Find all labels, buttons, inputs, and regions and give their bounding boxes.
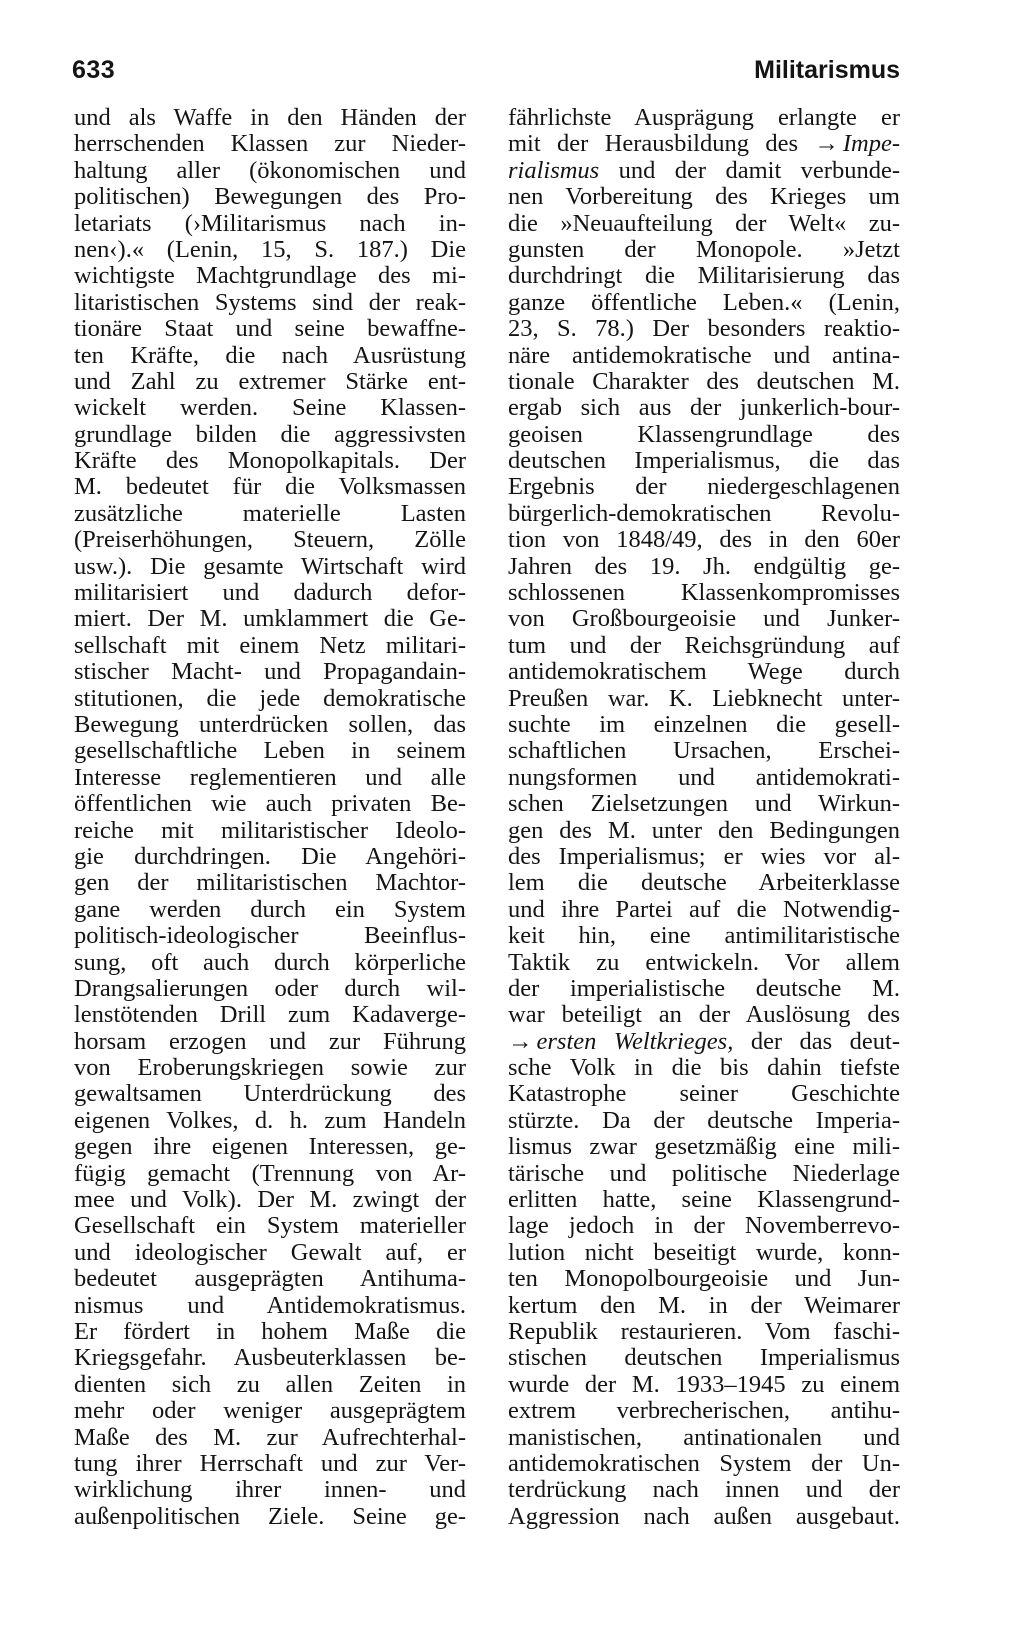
text-line: lenstötenden Drill zum Kadaverge- [74, 1001, 466, 1029]
text-line: Drangsalierungen oder durch wil- [74, 974, 466, 1002]
text-line: tionäre Staat und seine bewaffne- [74, 315, 466, 343]
text-line: lage jedoch in der Novemberrevo- [508, 1212, 900, 1240]
text-line: Preußen war. K. Liebknecht unter- [508, 684, 900, 712]
text-line: gunsten der Monopole. »Jetzt [508, 235, 900, 263]
text-line: tum und der Reichsgründung auf [508, 631, 900, 659]
text-line: extrem verbrecherischen, antihu- [508, 1397, 900, 1425]
text-line [508, 158, 900, 184]
text-line: tionale Charakter des deutschen M. [508, 367, 900, 395]
text-line: stürzte. Da der deutsche Imperia- [508, 1106, 900, 1134]
cross-reference-link[interactable]: Impe- [842, 130, 900, 158]
text-line: mehr oder weniger ausgeprägtem [74, 1397, 466, 1425]
text-line: ganze öffentliche Leben.« (Lenin, [508, 288, 900, 316]
text-line: Republik restaurieren. Vom faschi- [508, 1317, 900, 1345]
text-line: herrschenden Klassen zur Nieder- [74, 130, 466, 158]
text-line: näre antidemokratische und antina- [508, 341, 900, 369]
text-line: militarisiert und dadurch defor- [74, 579, 466, 607]
text-line: manistischen, antinationalen und [508, 1423, 900, 1451]
text-line: antidemokratischem Wege durch [508, 658, 900, 686]
text-line: und ihre Partei auf die Notwendig- [508, 895, 900, 923]
text-line: stitutionen, die jede demokratische [74, 684, 466, 712]
text-line: die »Neuaufteilung der Welt« zu- [508, 209, 900, 237]
text-line: ten Kräfte, die nach Ausrüstung [74, 341, 466, 369]
text-line: mee und Volk). Der M. zwingt der [74, 1186, 466, 1214]
text-line: durchdringt die Militarisierung das [508, 262, 900, 290]
right-column [508, 105, 900, 1530]
text-line: gen der militaristischen Machtor- [74, 869, 466, 897]
text-line: schen Zielsetzungen und Wirkun- [508, 790, 900, 818]
text-segment: der das deut- [750, 1027, 900, 1055]
text-line: zusätzliche materielle Lasten [74, 499, 466, 527]
text-line: öffentlichen wie auch privaten Be- [74, 790, 466, 818]
text-line: terdrückung nach innen und der [508, 1476, 900, 1504]
text-line: und Zahl zu extremer Stärke ent- [74, 367, 466, 395]
text-line: der imperialistische deutsche M. [508, 974, 900, 1002]
text-line: Er fördert in hohem Maße die [74, 1317, 466, 1345]
text-line: Interesse reglementieren und alle [74, 763, 466, 791]
text-line: von Großbourgeoisie und Junker- [508, 605, 900, 633]
text-line: des Imperialismus; er wies vor al- [508, 842, 900, 870]
text-line: nungsformen und antidemokrati- [508, 763, 900, 791]
text-line: eigenen Volkes, d. h. zum Handeln [74, 1106, 466, 1134]
text-line: politischen) Bewegungen des Pro- [74, 183, 466, 211]
text-line: war beteiligt an der Auslösung des [508, 1001, 900, 1029]
text-line: geoisen Klassengrundlage des [508, 420, 900, 448]
cross-reference-link[interactable]: ersten Weltkrieges, [536, 1027, 734, 1055]
cross-reference-link[interactable]: rialismus [508, 156, 600, 184]
text-line: Maße des M. zur Aufrechterhal- [74, 1423, 466, 1451]
text-line: bedeutet ausgeprägten Antihuma- [74, 1265, 466, 1293]
text-line: M. bedeutet für die Volksmassen [74, 473, 466, 501]
text-line: gegen ihre eigenen Interessen, ge- [74, 1133, 466, 1161]
text-line: usw.). Die gesamte Wirtschaft wird [74, 552, 466, 580]
text-line: Bewegung unterdrücken sollen, das [74, 710, 466, 738]
text-line: politisch-ideologischer Beeinflus- [74, 922, 466, 950]
page-number: 633 [72, 56, 116, 84]
text-line: wichtigste Machtgrundlage des mi- [74, 262, 466, 290]
text-line: gewaltsamen Unterdrückung des [74, 1080, 466, 1108]
text-line: wurde der M. 1933–1945 zu einem [508, 1370, 900, 1398]
text-line: tung ihrer Herrschaft und zur Ver- [74, 1449, 466, 1477]
text-line: Kräfte des Monopolkapitals. Der [74, 447, 466, 475]
text-line: sellschaft mit einem Netz militari- [74, 631, 466, 659]
text-line: und als Waffe in den Händen der [74, 104, 466, 131]
text-line: außenpolitischen Ziele. Seine ge- [74, 1502, 466, 1530]
arrow-icon: → [508, 1027, 533, 1055]
text-line: miert. Der M. umklammert die Ge- [74, 605, 466, 633]
arrow-icon: → [814, 130, 839, 158]
text-line: sche Volk in die bis dahin tiefste [508, 1054, 900, 1082]
text-line: ten Monopolbourgeoisie und Jun- [508, 1265, 900, 1293]
text-line: stischer Macht- und Propagandain- [74, 658, 466, 686]
text-line: gesellschaftliche Leben in seinem [74, 737, 466, 765]
text-line: nen Vorbereitung des Krieges um [508, 183, 900, 211]
text-line: fährlichste Ausprägung erlangte er [508, 104, 900, 131]
text-line: Taktik zu entwickeln. Vor allem [508, 948, 900, 976]
text-line: Ergebnis der niedergeschlagenen [508, 473, 900, 501]
text-line: Jahren des 19. Jh. endgültig ge- [508, 552, 900, 580]
text-line: haltung aller (ökonomischen und [74, 156, 466, 184]
text-line: kertum den M. in der Weimarer [508, 1291, 900, 1319]
text-line: erlitten hatte, seine Klassengrund- [508, 1186, 900, 1214]
text-line: dienten sich zu allen Zeiten in [74, 1370, 466, 1398]
text-line: gane werden durch ein System [74, 895, 466, 923]
text-line: deutschen Imperialismus, die das [508, 447, 900, 475]
text-line: fügig gemacht (Trennung von Ar- [74, 1159, 466, 1187]
text-line: bürgerlich-demokratischen Revolu- [508, 499, 900, 527]
text-line: wickelt werden. Seine Klassen- [74, 394, 466, 422]
text-line: Kriegsgefahr. Ausbeuterklassen be- [74, 1344, 466, 1372]
text-line: reiche mit militaristischer Ideolo- [74, 816, 466, 844]
text-line: (Preiserhöhungen, Steuern, Zölle [74, 526, 466, 554]
text-line: nismus und Antidemokratismus. [74, 1291, 466, 1319]
text-line: lution nicht beseitigt wurde, konn- [508, 1238, 900, 1266]
text-line: letariats (›Militarismus nach in- [74, 209, 466, 237]
text-line [508, 131, 900, 157]
text-line: lem die deutsche Arbeiterklasse [508, 869, 900, 897]
text-line: keit hin, eine antimilitaristische [508, 922, 900, 950]
text-line: lismus zwar gesetzmäßig eine mili- [508, 1133, 900, 1161]
text-line: ergab sich aus der junkerlich-bour- [508, 394, 900, 422]
text-line: tion von 1848/49, des in den 60er [508, 526, 900, 554]
text-line: Aggression nach außen ausgebaut. [508, 1502, 900, 1530]
text-line: 23, S. 78.) Der besonders reaktio- [508, 315, 900, 343]
text-line: litaristischen Systems sind der reak- [74, 288, 466, 316]
text-segment: und der damit verbunde- [618, 156, 900, 184]
text-line: schaftlichen Ursachen, Erschei- [508, 737, 900, 765]
text-line: schlossenen Klassenkompromisses [508, 579, 900, 607]
text-line: und ideologischer Gewalt auf, er [74, 1238, 466, 1266]
text-line: wirklichung ihrer innen- und [74, 1476, 466, 1504]
text-line: stischen deutschen Imperialismus [508, 1344, 900, 1372]
text-line [508, 1029, 900, 1055]
text-line: von Eroberungskriegen sowie zur [74, 1054, 466, 1082]
text-segment: mit der Herausbildung des [508, 130, 798, 158]
text-line: Katastrophe seiner Geschichte [508, 1080, 900, 1108]
text-line: tärische und politische Niederlage [508, 1159, 900, 1187]
text-line: Gesellschaft ein System materieller [74, 1212, 466, 1240]
text-line: gie durchdringen. Die Angehöri- [74, 842, 466, 870]
text-line: antidemokratischen System der Un- [508, 1449, 900, 1477]
text-line: grundlage bilden die aggressivsten [74, 420, 466, 448]
left-column [74, 105, 466, 1530]
text-line: horsam erzogen und zur Führung [74, 1027, 466, 1055]
text-line: sung, oft auch durch körperliche [74, 948, 466, 976]
text-line: nen‹).« (Lenin, 15, S. 187.) Die [74, 235, 466, 263]
running-head: Militarismus [754, 56, 900, 84]
text-line: suchte im einzelnen die gesell- [508, 710, 900, 738]
text-line: gen des M. unter den Bedingungen [508, 816, 900, 844]
